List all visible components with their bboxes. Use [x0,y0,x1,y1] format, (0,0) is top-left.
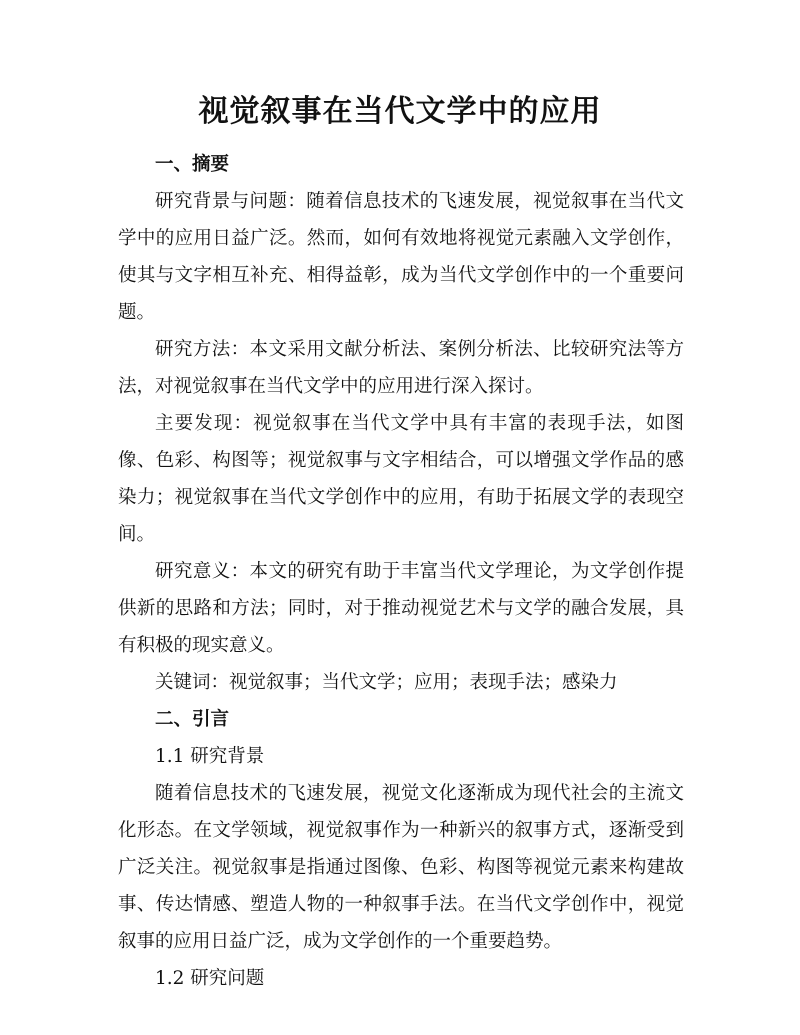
intro-heading: 二、引言 [155,709,230,730]
abstract-methods-paragraph: 研究方法：本文采用文献分析法、案例分析法、比较研究法等方法，对视觉叙事在当代文学中的应用进行深入探讨。 [118,339,684,397]
intro-subheading-1: 1.1 研究背景 [155,746,265,767]
intro-subheading-2: 1.2 研究问题 [155,968,265,989]
document-title: 视觉叙事在当代文学中的应用 [198,94,602,129]
abstract-findings-paragraph: 主要发现：视觉叙事在当代文学中具有丰富的表现手法，如图像、色彩、构图等；视觉叙事与文字相结合，可以增强文学作品的感染力；视觉叙事在当代文学创作中的应用，有助于拓展文学的表现空间。 [118,413,684,545]
intro-paragraph-1: 随着信息技术的飞速发展，视觉文化逐渐成为现代社会的主流文化形态。在文学领域，视觉叙事作为一种新兴的叙事方式，逐渐受到广泛关注。视觉叙事是指通过图像、色彩、构图等视觉元素来构建故事、传达情感、塑造人物的一种叙事手法。在当代文学创作中，视觉叙事的应用日益广泛，成为文学创作的一个重要趋势。 [118,783,684,952]
keywords-paragraph: 关键词：视觉叙事；当代文学；应用；表现手法；感染力 [155,672,618,693]
document-body [118,146,684,997]
abstract-background-paragraph: 研究背景与问题：随着信息技术的飞速发展，视觉叙事在当代文学中的应用日益广泛。然而，如何有效地将视觉元素融入文学创作，使其与文字相互补充、相得益彰，成为当代文学创作中的一个重要问题。 [118,191,684,323]
abstract-heading: 一、摘要 [155,154,230,175]
abstract-significance-paragraph: 研究意义：本文的研究有助于丰富当代文学理论，为文学创作提供新的思路和方法；同时，对于推动视觉艺术与文学的融合发展，具有积极的现实意义。 [118,561,684,656]
